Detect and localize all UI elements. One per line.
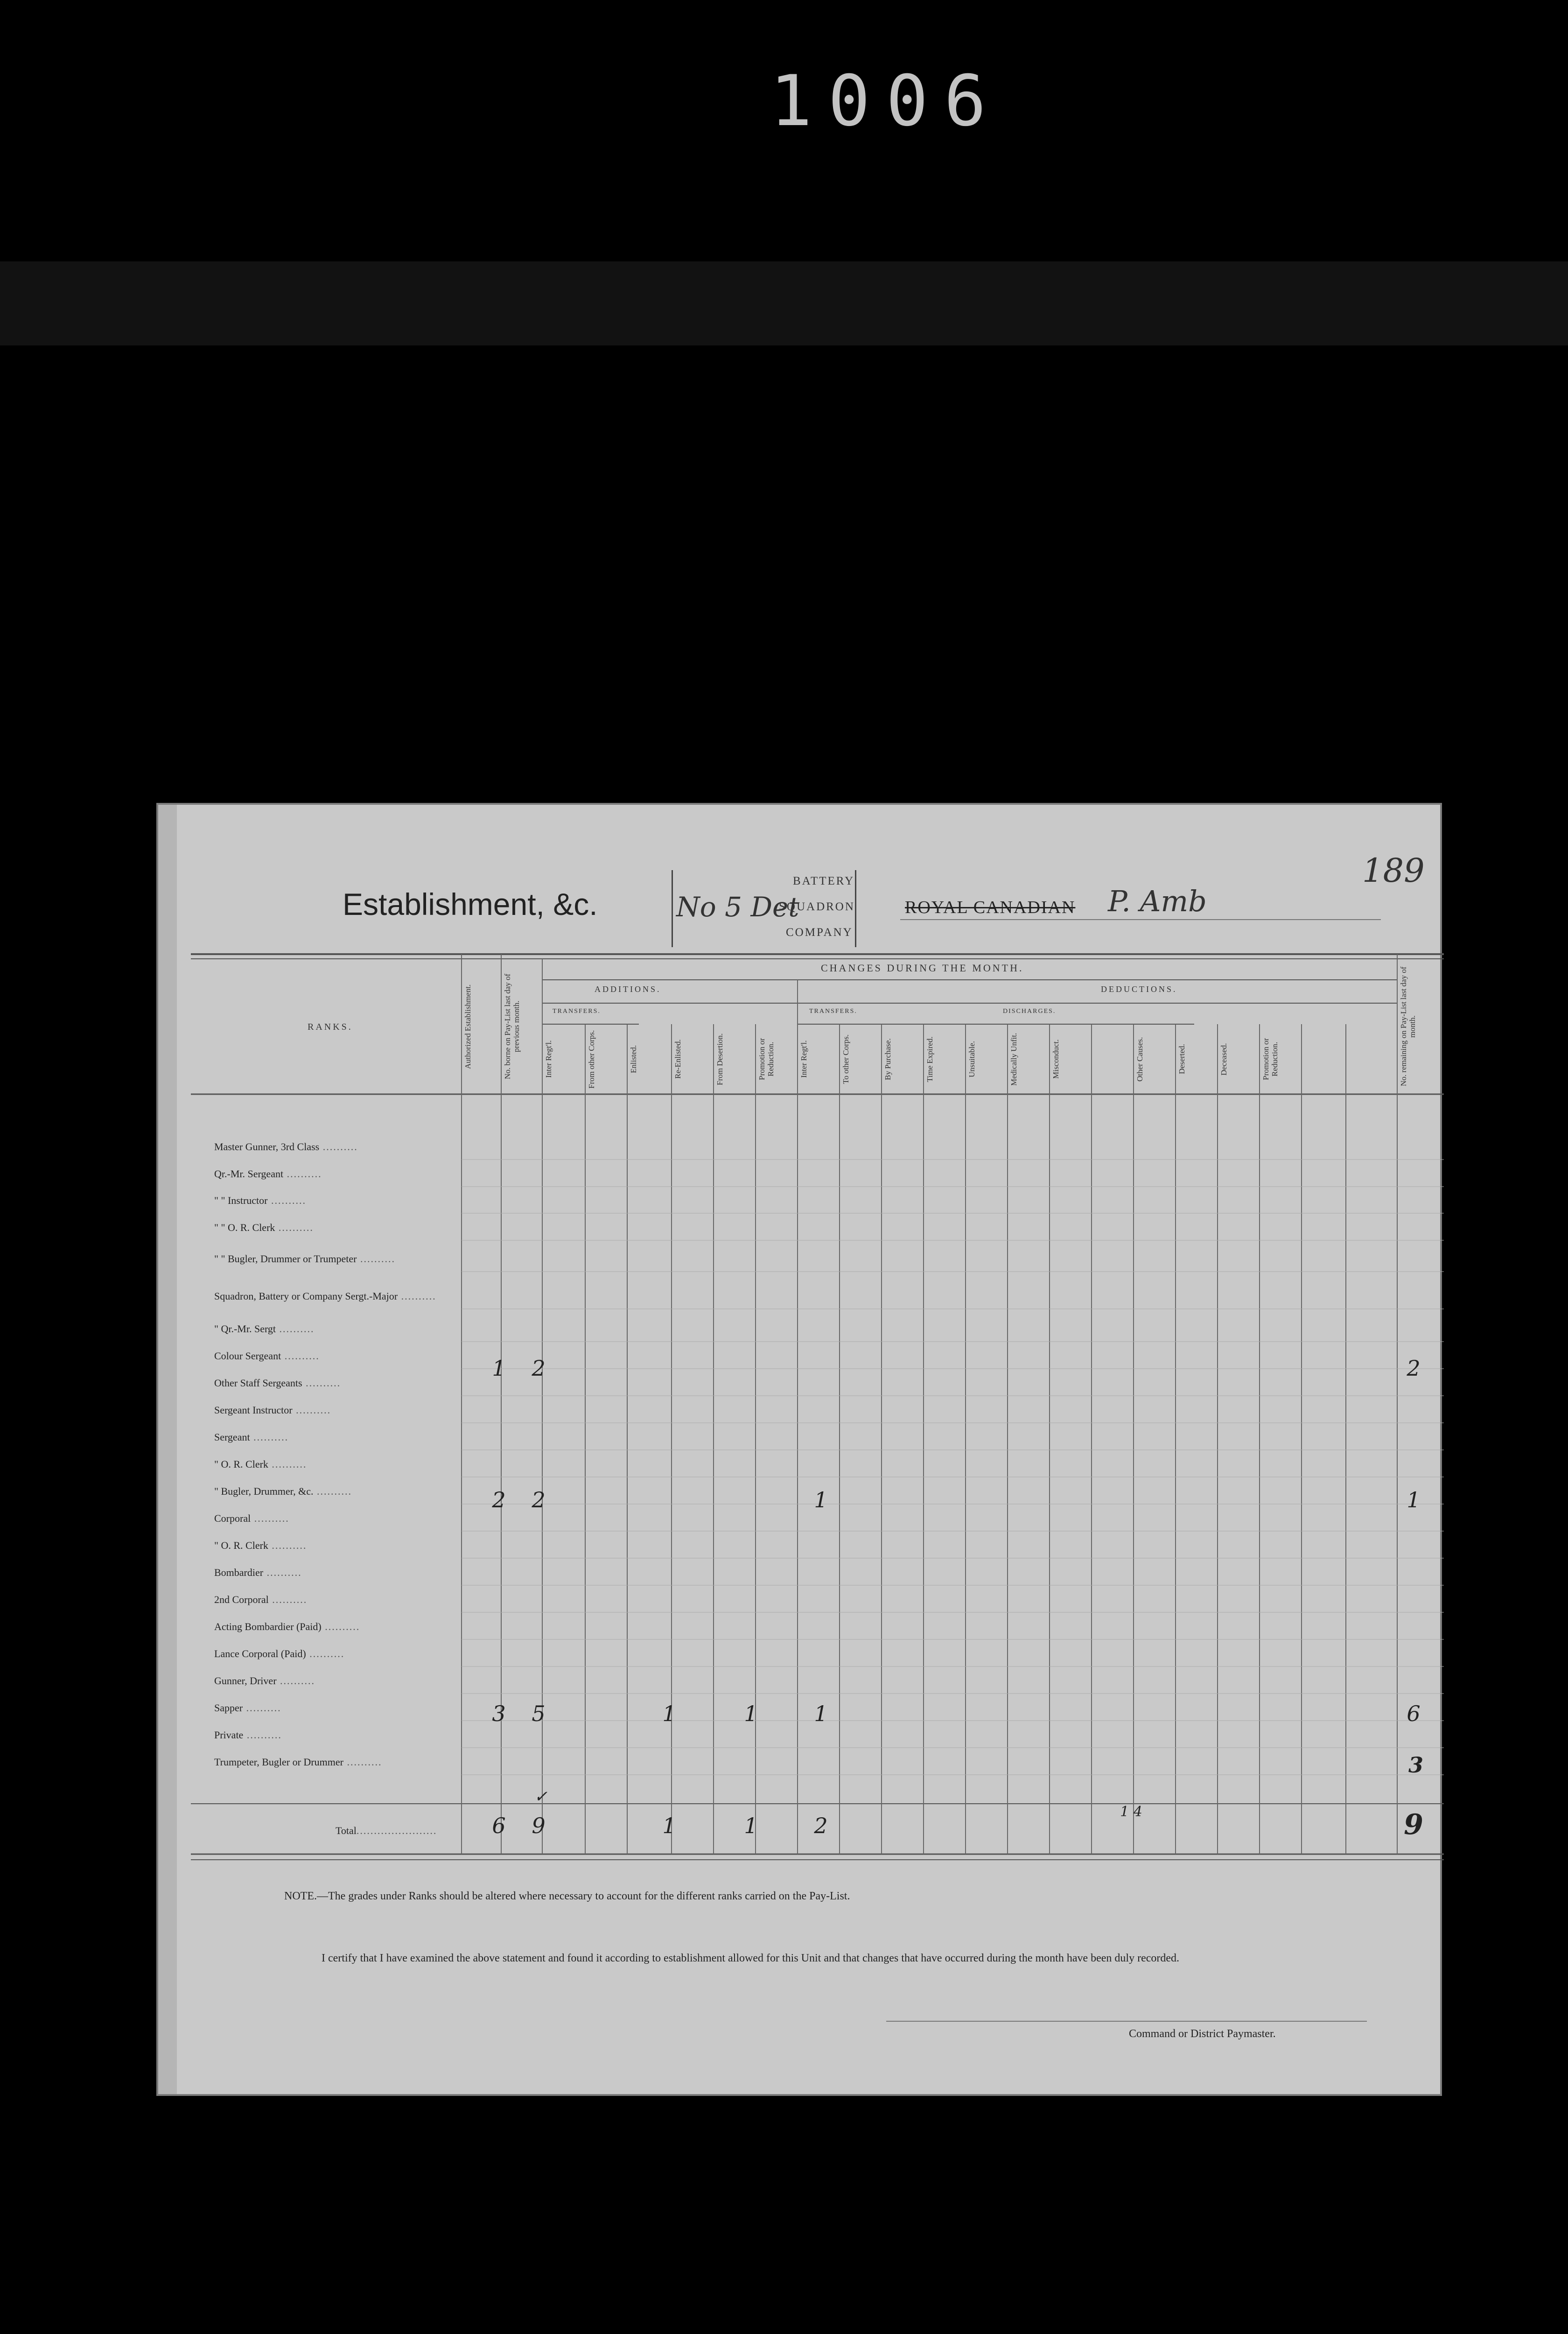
cell-corporal-authorized: 2 xyxy=(492,1487,506,1512)
cell-private-from-desertion: 1 xyxy=(744,1701,758,1726)
rank-row xyxy=(214,1404,331,1416)
rank-label: " " Bugler, Drummer or Trumpeter xyxy=(214,1253,357,1265)
cell-corporal-deduction-inter-regtl: 1 xyxy=(814,1487,828,1512)
rank-leader-dots: .......... xyxy=(281,1350,320,1362)
rank-row xyxy=(214,1168,322,1180)
rank-leader-dots: .......... xyxy=(343,1756,382,1768)
rank-row xyxy=(214,1594,307,1606)
rank-label: 2nd Corporal xyxy=(214,1594,269,1605)
rank-label: Bombardier xyxy=(214,1567,264,1578)
form-note: NOTE.—The grades under Ranks should be altered where necessary to account for the different ranks carried on the Pay-List. xyxy=(284,1890,850,1902)
rank-leader-dots: .......... xyxy=(263,1567,302,1578)
rank-label: Qr.-Mr. Sergeant xyxy=(214,1168,284,1180)
column-header: Authorized Establishment. xyxy=(463,984,472,1069)
column-header: Enlisted. xyxy=(629,1045,638,1073)
column-header: No. remaining on Pay-List last day of month. xyxy=(1399,966,1417,1087)
column-header xyxy=(1093,1029,1132,1090)
rank-leader-dots: .......... xyxy=(319,1141,358,1153)
rank-row xyxy=(214,1567,302,1579)
rank-row xyxy=(214,1323,315,1335)
additions-transfers-label: TRANSFERS. xyxy=(553,1008,601,1015)
rank-row xyxy=(214,1756,382,1768)
rank-leader-dots: .......... xyxy=(283,1168,322,1180)
cell-trumpeter-remaining: 3 xyxy=(1408,1752,1423,1778)
rank-label: Private xyxy=(214,1729,244,1741)
rank-row xyxy=(214,1290,436,1302)
rank-leader-dots: .......... xyxy=(276,1323,315,1335)
rank-row xyxy=(214,1675,315,1687)
cell-staff-sergeants-authorized: 1 xyxy=(492,1356,506,1381)
rank-row xyxy=(214,1485,352,1497)
rank-leader-dots: .......... xyxy=(275,1222,314,1233)
cell-private-enlisted: 1 xyxy=(662,1701,676,1726)
corps-printed: ROYAL CANADIAN xyxy=(905,898,1076,917)
rank-leader-dots: .......... xyxy=(243,1702,281,1714)
rank-row xyxy=(214,1377,341,1389)
rank-label: Lance Corporal (Paid) xyxy=(214,1648,306,1659)
rank-label: Colour Sergeant xyxy=(214,1350,281,1362)
cell-private-authorized: 3 xyxy=(492,1701,506,1726)
total-remaining: 9 xyxy=(1404,1808,1423,1841)
discharges-label: DISCHARGES. xyxy=(1003,1008,1056,1015)
signature-label: Command or District Paymaster. xyxy=(1129,2028,1276,2040)
column-header: Time Expired. xyxy=(925,1036,934,1082)
rank-row xyxy=(214,1253,395,1265)
column-header: Inter Regt'l. xyxy=(799,1040,808,1078)
rank-leader-dots: .......... xyxy=(268,1458,307,1470)
total-authorized: 6 xyxy=(492,1813,506,1838)
column-header: Inter Regt'l. xyxy=(544,1040,553,1078)
column-header xyxy=(1348,1029,1395,1090)
rank-label: " Qr.-Mr. Sergt xyxy=(214,1323,276,1335)
page-number: 189 xyxy=(1362,851,1425,890)
column-header: To other Corps. xyxy=(841,1034,850,1084)
total-previous: 9 xyxy=(532,1813,546,1838)
column-header: Re-Enlisted. xyxy=(673,1039,682,1079)
column-header: Unsuitable. xyxy=(967,1041,976,1077)
rank-leader-dots: .......... xyxy=(357,1253,395,1265)
rank-leader-dots: .......... xyxy=(302,1377,341,1389)
total-from-desertion: 1 xyxy=(744,1813,758,1838)
rank-leader-dots: .......... xyxy=(276,1675,315,1687)
rank-leader-dots: .......... xyxy=(268,1540,307,1551)
ranks-header: RANKS. xyxy=(308,1022,353,1032)
rank-label: Acting Bombardier (Paid) xyxy=(214,1621,322,1632)
cell-corporal-remaining: 1 xyxy=(1407,1487,1421,1512)
rank-label: Gunner, Driver xyxy=(214,1675,277,1687)
rank-label: Master Gunner, 3rd Class xyxy=(214,1141,320,1153)
rank-label: Trumpeter, Bugler or Drummer xyxy=(214,1756,343,1768)
rank-leader-dots: .......... xyxy=(250,1431,289,1443)
rank-label: " O. R. Clerk xyxy=(214,1540,268,1551)
rank-leader-dots: .......... xyxy=(398,1290,436,1302)
certification-text: I certify that I have examined the above statement and found it according to establishment allowed for this Unit and that changes that have occurred during the month have been duly recorded. xyxy=(322,1952,1180,1964)
total-previous-check: ✓ xyxy=(534,1787,548,1806)
column-header: Medically Unfit. xyxy=(1009,1033,1018,1086)
rank-row xyxy=(214,1702,281,1714)
rank-leader-dots: .......... xyxy=(268,1594,308,1605)
cell-private-previous: 5 xyxy=(532,1701,546,1726)
rank-label: Other Staff Sergeants xyxy=(214,1377,302,1389)
rank-leader-dots: .......... xyxy=(243,1729,282,1741)
rank-row xyxy=(214,1431,288,1443)
rank-leader-dots: .......... xyxy=(306,1648,345,1659)
pay-sheet-form xyxy=(156,803,1442,2096)
rank-leader-dots: .......... xyxy=(251,1512,289,1524)
rank-row xyxy=(214,1458,307,1470)
rank-row xyxy=(214,1648,344,1660)
cell-staff-sergeants-remaining: 2 xyxy=(1407,1356,1421,1381)
deductions-header: DEDUCTIONS. xyxy=(1101,984,1177,994)
rank-label: " O. R. Clerk xyxy=(214,1458,268,1470)
rank-row xyxy=(214,1621,360,1633)
rank-row xyxy=(214,1729,282,1741)
column-header: Deserted. xyxy=(1177,1044,1186,1075)
unit-type-battery: BATTERY xyxy=(793,875,855,887)
rank-row xyxy=(214,1350,320,1362)
rank-row xyxy=(214,1512,289,1525)
rank-row xyxy=(214,1141,358,1153)
film-band xyxy=(0,261,1568,345)
column-header: Deceased. xyxy=(1219,1043,1228,1076)
unit-type-company: COMPANY xyxy=(786,926,853,939)
cell-private-remaining: 6 xyxy=(1407,1701,1421,1726)
cell-corporal-previous: 2 xyxy=(532,1487,546,1512)
total-label: Total....................... xyxy=(336,1825,437,1836)
unit-handwritten: No 5 Det xyxy=(676,891,799,923)
frame-number: 1006 xyxy=(770,61,1002,142)
additions-header: ADDITIONS. xyxy=(595,984,661,994)
total-label-text: Total xyxy=(336,1825,357,1836)
rank-row xyxy=(214,1195,306,1207)
rank-label: " " Instructor xyxy=(214,1195,268,1206)
rank-label: Squadron, Battery or Company Sergt.-Major xyxy=(214,1290,398,1302)
rank-label: Sergeant xyxy=(214,1431,250,1443)
rank-leader-dots: .......... xyxy=(292,1404,331,1416)
rank-leader-dots: .......... xyxy=(321,1621,360,1632)
deductions-transfers-label: TRANSFERS. xyxy=(809,1008,857,1015)
column-header: Promotion or Reduction. xyxy=(1261,1038,1279,1081)
rank-label: " " O. R. Clerk xyxy=(214,1222,275,1233)
changes-header: CHANGES DURING THE MONTH. xyxy=(821,962,1024,974)
column-header xyxy=(1303,1029,1344,1090)
total-deduction-inter-regtl: 2 xyxy=(814,1813,828,1838)
rank-label: Sapper xyxy=(214,1702,243,1714)
signature-line xyxy=(886,2021,1367,2022)
rank-leader-dots: .......... xyxy=(267,1195,306,1206)
total-other-causes-mark: 1 4 xyxy=(1120,1804,1142,1820)
column-header: Other Causes. xyxy=(1135,1037,1144,1082)
ruled-table xyxy=(158,805,1444,2098)
column-header: By Purchase. xyxy=(883,1038,892,1080)
rank-label: Corporal xyxy=(214,1512,251,1524)
column-header: From other Corps. xyxy=(587,1030,596,1089)
rank-leader-dots: .......... xyxy=(313,1485,352,1497)
form-title: Establishment, &c. xyxy=(343,887,598,921)
column-header: Promotion or Reduction. xyxy=(757,1038,775,1081)
unit-type-squadron: SQUADRON xyxy=(779,900,855,913)
cell-private-deduction-inter-regtl: 1 xyxy=(814,1701,828,1726)
column-header: From Desertion. xyxy=(715,1033,724,1085)
rank-label: " Bugler, Drummer, &c. xyxy=(214,1485,314,1497)
rank-row xyxy=(214,1540,307,1552)
rank-label: Sergeant Instructor xyxy=(214,1404,293,1416)
cell-staff-sergeants-previous: 2 xyxy=(532,1356,546,1381)
column-header: No. borne on Pay-List last day of previous month. xyxy=(503,973,521,1080)
total-enlisted: 1 xyxy=(662,1813,676,1838)
rank-row xyxy=(214,1222,314,1234)
corps-handwritten: P. Amb xyxy=(1108,884,1207,918)
column-header: Misconduct. xyxy=(1051,1039,1060,1079)
